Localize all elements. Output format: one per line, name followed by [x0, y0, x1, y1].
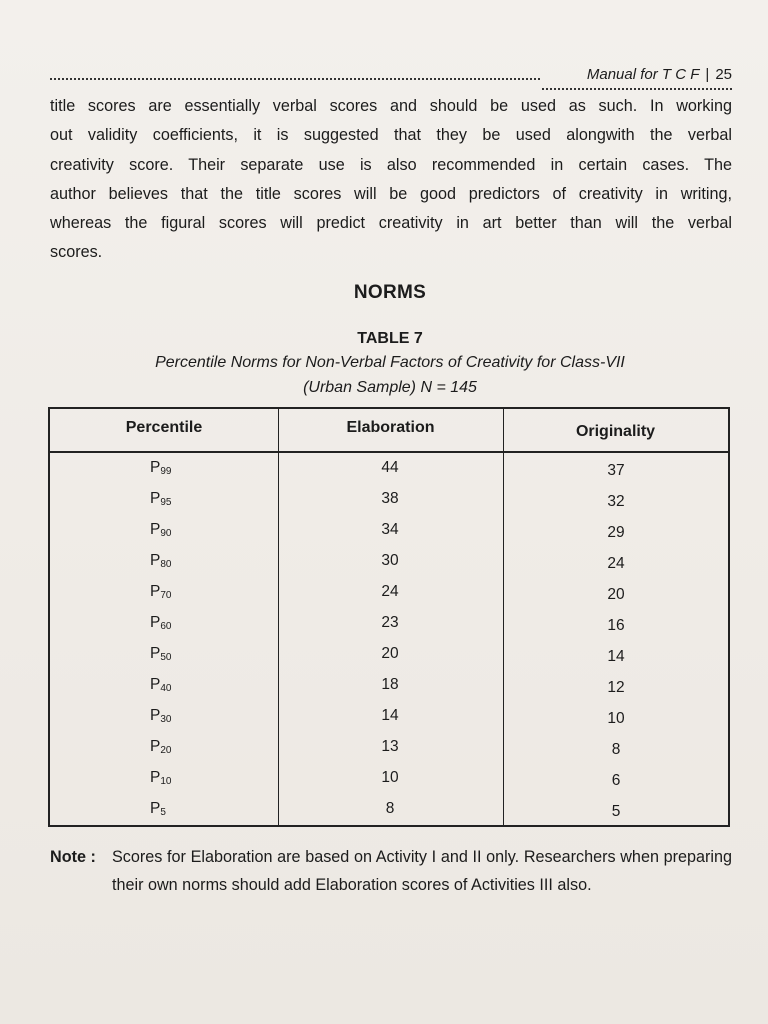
header-rule: [50, 78, 540, 80]
percentile-cell: [150, 769, 171, 787]
percentile-rank: 5: [160, 807, 166, 818]
running-header: [50, 66, 732, 90]
originality-cell: 12: [607, 679, 625, 696]
elaboration-cell: 23: [381, 614, 399, 631]
percentile-cell: [150, 490, 171, 508]
percentile-rank: 99: [160, 466, 172, 477]
paragraph-line: title scores are essentially verbal scores and should be used as such. In working: [50, 97, 732, 115]
paragraph-line: author believes that the title scores will be good predictors of creativity in writing,: [50, 184, 732, 203]
originality-cell: 24: [607, 555, 625, 572]
header-originality: Originality: [575, 423, 656, 440]
elaboration-cell: 34: [381, 521, 399, 538]
percentile-rank: 95: [160, 497, 172, 508]
page-number: 25: [715, 66, 732, 83]
elaboration-cell: 14: [381, 707, 399, 724]
originality-cell: 14: [607, 648, 625, 665]
percentile-rank: 30: [160, 714, 172, 725]
percentile-letter: P: [150, 459, 161, 476]
originality-cell: 37: [607, 462, 625, 479]
header-rule-right: [542, 88, 732, 90]
header-percentile: Percentile: [125, 419, 203, 436]
paragraph-line: scores.: [50, 243, 103, 262]
elaboration-cell: 38: [381, 490, 399, 507]
originality-cell: 16: [607, 617, 625, 634]
percentile-cell: [150, 583, 171, 601]
originality-cell: 5: [611, 803, 621, 820]
percentile-cell: [150, 459, 171, 477]
percentile-cell: [150, 521, 171, 539]
percentile-rank: 60: [160, 621, 172, 632]
percentile-rank: 80: [160, 559, 172, 570]
running-title: Manual for T C F: [586, 66, 700, 83]
elaboration-cell: 10: [381, 769, 399, 786]
header-separator: |: [705, 66, 710, 83]
percentile-rank: 50: [160, 652, 172, 663]
originality-cell: 20: [607, 586, 625, 603]
percentile-cell: [150, 707, 171, 725]
originality-cell: 10: [607, 710, 625, 727]
originality-cell: 8: [611, 741, 621, 758]
percentile-rank: 90: [160, 528, 172, 539]
percentile-rank: 20: [160, 745, 172, 756]
norms-table: [48, 407, 730, 827]
percentile-rank: 10: [160, 776, 172, 787]
percentile-cell: [150, 645, 171, 663]
header-text: [587, 66, 732, 83]
percentile-letter: P: [150, 490, 161, 507]
percentile-letter: P: [150, 676, 161, 693]
originality-cell: 6: [611, 772, 621, 789]
header-elaboration: Elaboration: [346, 419, 435, 436]
originality-cell: 32: [607, 493, 625, 510]
percentile-cell: [150, 738, 171, 756]
percentile-letter: P: [150, 738, 161, 755]
originality-cell: 29: [607, 524, 625, 541]
percentile-letter: P: [150, 769, 161, 786]
elaboration-cell: 18: [381, 676, 399, 693]
table-body: [50, 451, 728, 825]
note-text: Scores for Elaboration are based on Activity I and II only. Researchers when preparing their own norms should add Elaboration scores of Activities III also.: [112, 848, 732, 894]
percentile-letter: P: [150, 552, 161, 569]
elaboration-cell: 13: [381, 738, 399, 755]
section-title: NORMS: [353, 282, 427, 303]
intro-paragraph: [50, 92, 732, 268]
elaboration-cell: 30: [381, 552, 399, 569]
percentile-letter: P: [150, 614, 161, 631]
caption-line: (Urban Sample) N = 145: [303, 379, 477, 396]
elaboration-cell: 44: [381, 459, 399, 476]
elaboration-cell: 8: [385, 800, 395, 817]
table-header: [50, 409, 728, 453]
percentile-letter: P: [150, 583, 161, 600]
note-label: Note :: [50, 848, 96, 866]
percentile-letter: P: [150, 800, 161, 817]
percentile-cell: [150, 552, 171, 570]
percentile-rank: 40: [160, 683, 172, 694]
elaboration-cell: 20: [381, 645, 399, 662]
percentile-cell: [150, 614, 171, 632]
percentile-cell: [150, 676, 171, 694]
elaboration-cell: 24: [381, 583, 399, 600]
percentile-cell: [150, 800, 166, 818]
table-label: TABLE 7: [357, 330, 423, 347]
paragraph-line: whereas the figural scores will predict creativity in art better than will the verbal: [50, 214, 732, 233]
percentile-letter: P: [150, 645, 161, 662]
percentile-rank: 70: [160, 590, 172, 601]
percentile-letter: P: [150, 707, 161, 724]
percentile-letter: P: [150, 521, 161, 538]
paragraph-line: out validity coefficients, it is suggested that they be used alongwith the verbal: [50, 126, 732, 145]
table-caption: [0, 350, 768, 400]
caption-line: Percentile Norms for Non-Verbal Factors of Creativity for Class-VII: [155, 354, 625, 371]
paragraph-line: creativity score. Their separate use is also recommended in certain cases. The: [50, 155, 732, 174]
